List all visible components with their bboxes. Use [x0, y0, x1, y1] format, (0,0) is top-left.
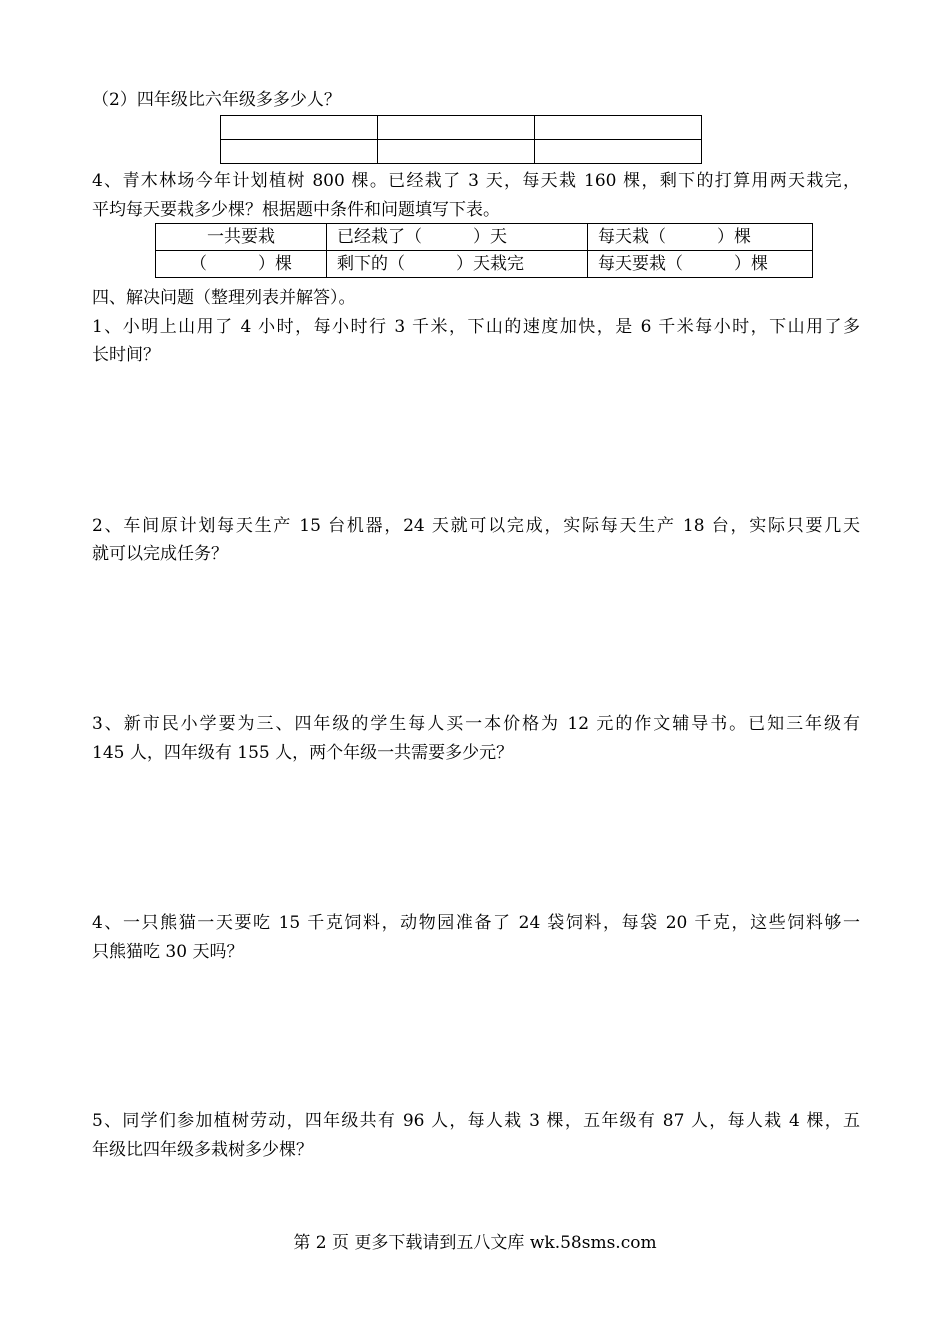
problem-4-line-2: 只熊猫吃 30 天吗？	[92, 942, 244, 962]
section-heading: 四、解决问题（整理列表并解答）。	[92, 288, 356, 308]
answer-table-empty	[220, 115, 702, 164]
q4-table-days-left: 剩下的（ ）天栽完	[327, 251, 588, 278]
problem-1-line-1: 1、小明上山用了 4 小时，每小时行 3 千米，下山的速度加快，是 6 千米每小时，下山用了多	[92, 317, 860, 337]
q4-line-2: 平均每天要栽多少棵？根据题中条件和问题填写下表。	[92, 200, 500, 220]
q4-line-1: 4、青木林场今年计划植树 800 棵。已经栽了 3 天，每天栽 160 棵，剩下的打算用两天栽完，	[92, 171, 860, 191]
problem-2-line-1: 2、车间原计划每天生产 15 台机器，24 天就可以完成，实际每天生产 18 台，实际只要几天	[92, 516, 860, 536]
problem-3-line-1: 3、新市民小学要为三、四年级的学生每人买一本价格为 12 元的作文辅导书。已知三年级有	[92, 714, 860, 734]
problem-1-line-2: 长时间？	[92, 345, 160, 365]
problem-5-line-2: 年级比四年级多栽树多少棵？	[92, 1140, 313, 1160]
problem-3-line-2: 145 人，四年级有 155 人，两个年级一共需要多少元？	[92, 743, 514, 763]
problem-2-line-2: 就可以完成任务？	[92, 544, 228, 564]
q4-table-total-label: 一共要栽	[156, 224, 327, 251]
q4-fill-table	[155, 223, 813, 278]
q4-table-total-blank: （ ）棵	[156, 251, 327, 278]
page-footer: 第 2 页 更多下载请到五八文库 wk.58sms.com	[293, 1233, 657, 1253]
q2-sub-question: （2）四年级比六年级多多少人？	[92, 90, 341, 110]
q4-table-days-done: 已经栽了（ ）天	[327, 224, 588, 251]
q4-table-per-day: 每天栽（ ）棵	[588, 224, 813, 251]
q4-table-per-day-needed: 每天要栽（ ）棵	[588, 251, 813, 278]
problem-5-line-1: 5、同学们参加植树劳动，四年级共有 96 人，每人栽 3 棵，五年级有 87 人，每人栽 4 棵，五	[92, 1111, 860, 1131]
problem-4-line-1: 4、一只熊猫一天要吃 15 千克饲料，动物园准备了 24 袋饲料，每袋 20 千克，这些饲料够一	[92, 913, 860, 933]
